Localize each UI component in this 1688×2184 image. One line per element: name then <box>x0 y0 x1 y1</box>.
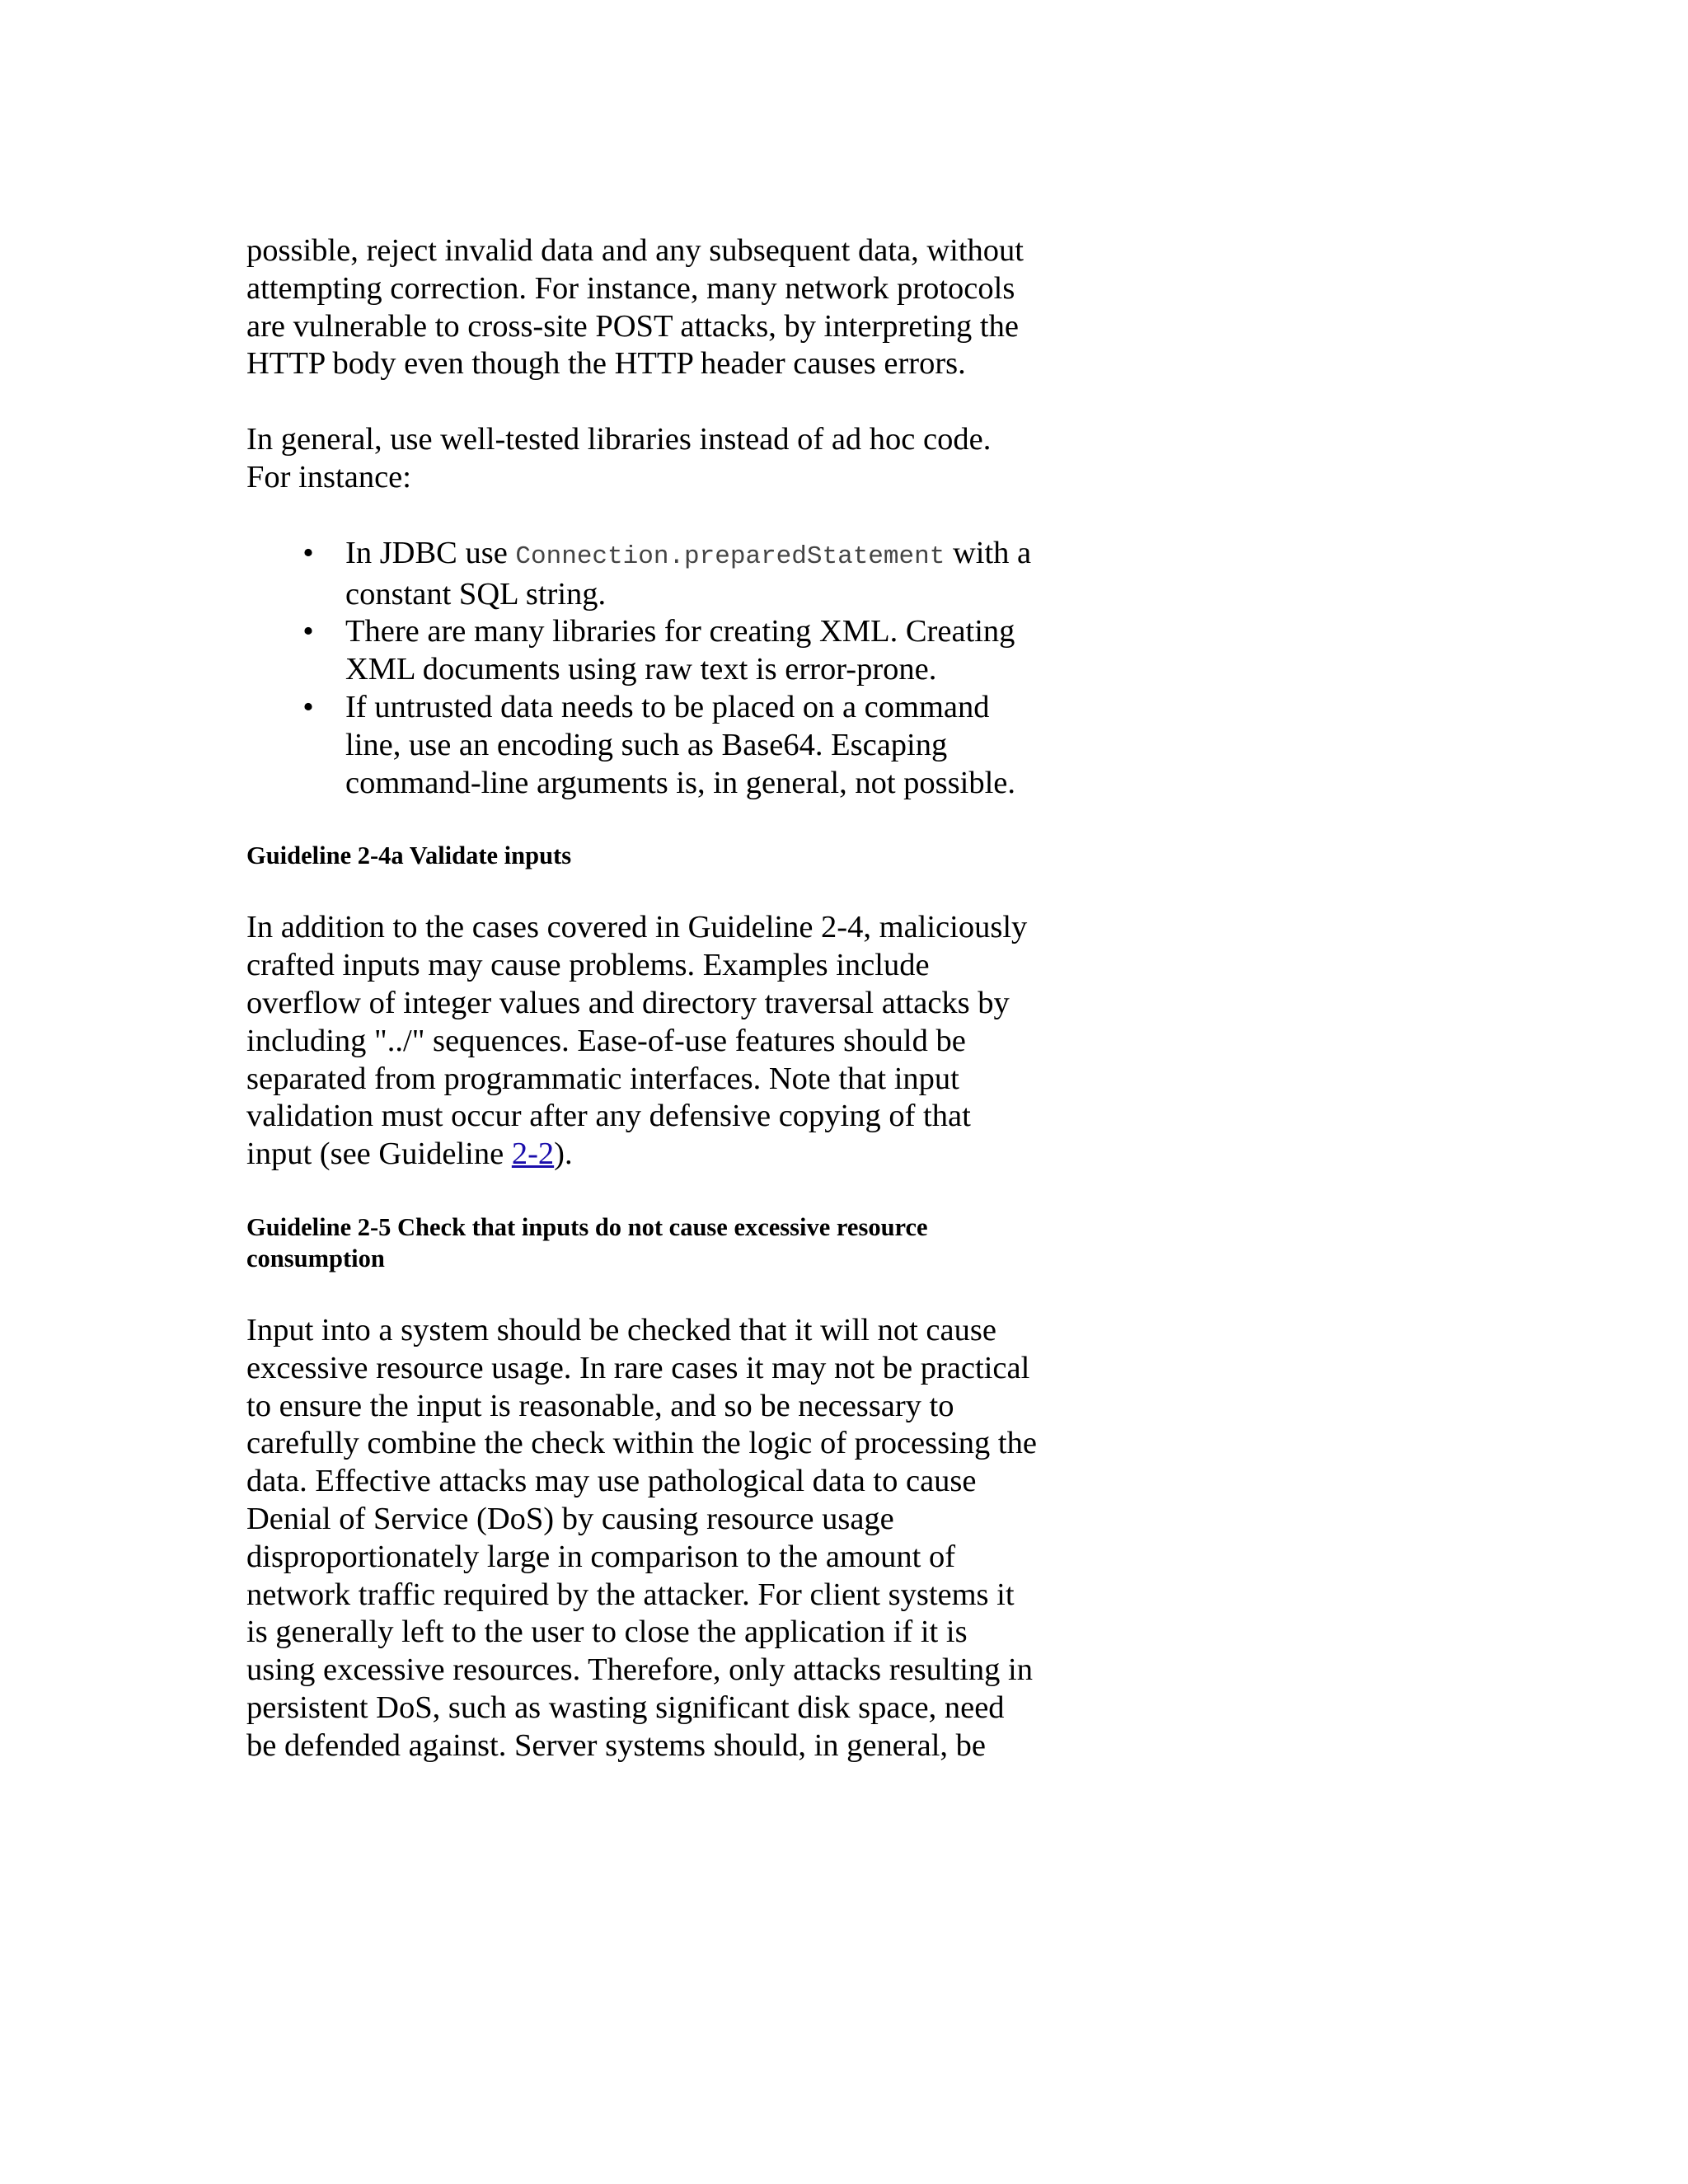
heading-guideline-2-4a: Guideline 2-4a Validate inputs <box>246 841 572 870</box>
paragraph-validate-inputs-text: In addition to the cases covered in Guideline 2-4, maliciously crafted inputs may cause problems. Examples include overflow of integer values and directory traversal attacks by including "../" sequences. Ease-of-use features should be separated from programmatic interfaces. Note that input validation must occur after any defensive copying of that input (see Guideline <box>246 910 1028 1172</box>
code-snippet: Connection.preparedStatement <box>515 541 945 571</box>
list-item <box>246 535 1038 614</box>
paragraph-validate-inputs <box>246 909 1038 1174</box>
paragraph-reject-invalid-data: possible, reject invalid data and any subsequent data, without attempting correction. For instance, many network protocols are vulnerable to cross-site POST attacks, by interpreting the HTTP body even though the HTTP header causes errors. <box>246 233 1025 382</box>
list-item-prefix: In JDBC use <box>345 535 516 570</box>
bullet-icon: • <box>302 689 314 724</box>
guideline-2-2-link[interactable]: 2-2 <box>511 1137 555 1172</box>
text-column <box>246 232 1038 1765</box>
list-item-text: There are many libraries for creating XML. Creating XML documents using raw text is error-prone. <box>345 614 1015 687</box>
paragraph-resource-consumption: Input into a system should be checked that it will not cause excessive resource usage. In rare cases it may not be practical to ensure the input is reasonable, and so be necessary to carefully combine the check within the logic of processing the data. Effective attacks may use pathological data to cause Denial of Service (DoS) by causing resource usage disproportionately large in comparison to the amount of network traffic required by the attacker. For client systems it is generally left to the user to close the application if it is using excessive resources. Therefore, only attacks resulting in persistent DoS, such as wasting significant disk space, need be defended against. Server systems should, in general, be <box>246 1312 1037 1763</box>
library-examples-list <box>246 535 1038 803</box>
heading-guideline-2-5: Guideline 2-5 Check that inputs do not cause excessive resource consumption <box>246 1212 928 1272</box>
bullet-icon: • <box>302 535 314 570</box>
list-item <box>246 689 1038 802</box>
paragraph-well-tested-libraries: In general, use well-tested libraries instead of ad hoc code. For instance: <box>246 422 992 494</box>
paragraph-validate-inputs-end: ). <box>554 1137 573 1172</box>
list-item <box>246 613 1038 689</box>
list-item-text: If untrusted data needs to be placed on a command line, use an encoding such as Base64. Escaping command-line arguments is, in general, not possible. <box>345 689 1015 800</box>
list-item-suffix: with a constant SQL string. <box>345 535 1032 612</box>
bullet-icon: • <box>302 614 314 649</box>
